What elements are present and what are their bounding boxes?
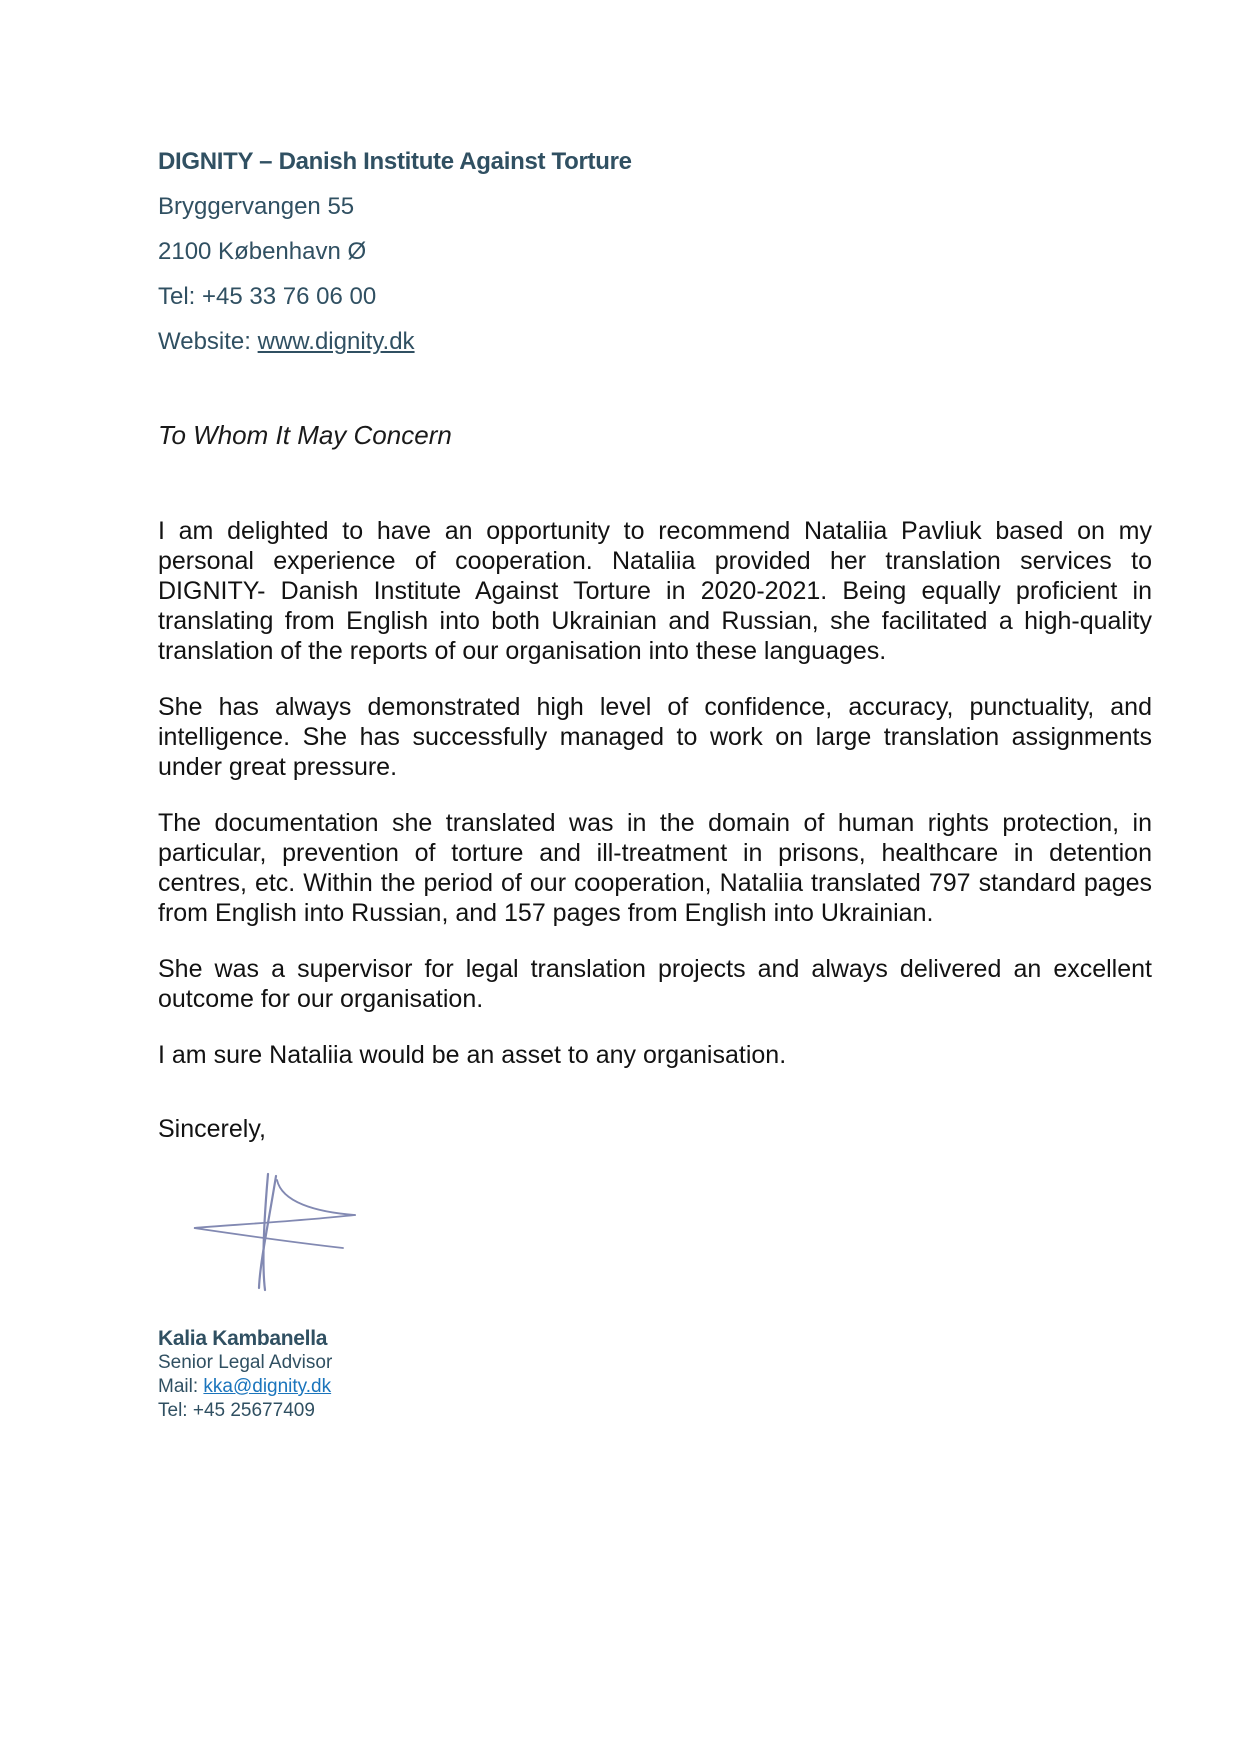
paragraph-3: The documentation she translated was in the domain of human rights protection, in particular, prevention of torture and ill-treatment in prisons, healthcare in detention centres, etc. Within the period of our cooperation, Nataliia translated 797 standard pages from English into Russian, and 157 pages from English into Ukrainian. bbox=[158, 809, 1152, 927]
signature-block bbox=[158, 1326, 1152, 1423]
address-line-2: 2100 København Ø bbox=[158, 238, 367, 265]
email-link[interactable]: kka@dignity.dk bbox=[203, 1376, 332, 1397]
org-name: DIGNITY – Danish Institute Against Torture bbox=[158, 148, 632, 175]
signer-name: Kalia Kambanella bbox=[158, 1327, 328, 1350]
paragraph-4: She was a supervisor for legal translation projects and always delivered an excellent outcome for our organisation. bbox=[158, 955, 1152, 1013]
letterhead bbox=[158, 148, 1152, 356]
address-line-1: Bryggervangen 55 bbox=[158, 193, 355, 220]
mail-label: Mail: bbox=[158, 1376, 204, 1397]
paragraph-1: I am delighted to have an opportunity to recommend Nataliia Pavliuk based on my personal experience of cooperation. Nataliia provided her translation services to DIGNITY- Danish Institute Against Torture in 2020-2021. Being equally proficient in translating from English into both Ukrainian and Russian, she facilitated a high-quality translation of the reports of our organisation into these languages. bbox=[158, 517, 1152, 665]
website-line bbox=[158, 328, 1152, 356]
website-label: Website: bbox=[158, 328, 258, 355]
phone-line: Tel: +45 33 76 06 00 bbox=[158, 283, 377, 310]
letter-body bbox=[158, 516, 1152, 1070]
closing-salutation: Sincerely, bbox=[158, 1115, 266, 1143]
paragraph-5: I am sure Nataliia would be an asset to any organisation. bbox=[158, 1041, 787, 1069]
signer-title: Senior Legal Advisor bbox=[158, 1352, 333, 1373]
salutation: To Whom It May Concern bbox=[158, 420, 452, 450]
paragraph-2: She has always demonstrated high level of confidence, accuracy, punctuality, and intelligence. She has successfully managed to work on large translation assignments under great pressure. bbox=[158, 693, 1152, 781]
signer-mail-line bbox=[158, 1375, 1152, 1399]
handwritten-signature-image bbox=[170, 1158, 380, 1308]
signer-tel: Tel: +45 25677409 bbox=[158, 1400, 315, 1421]
website-link[interactable]: www.dignity.dk bbox=[257, 328, 415, 355]
